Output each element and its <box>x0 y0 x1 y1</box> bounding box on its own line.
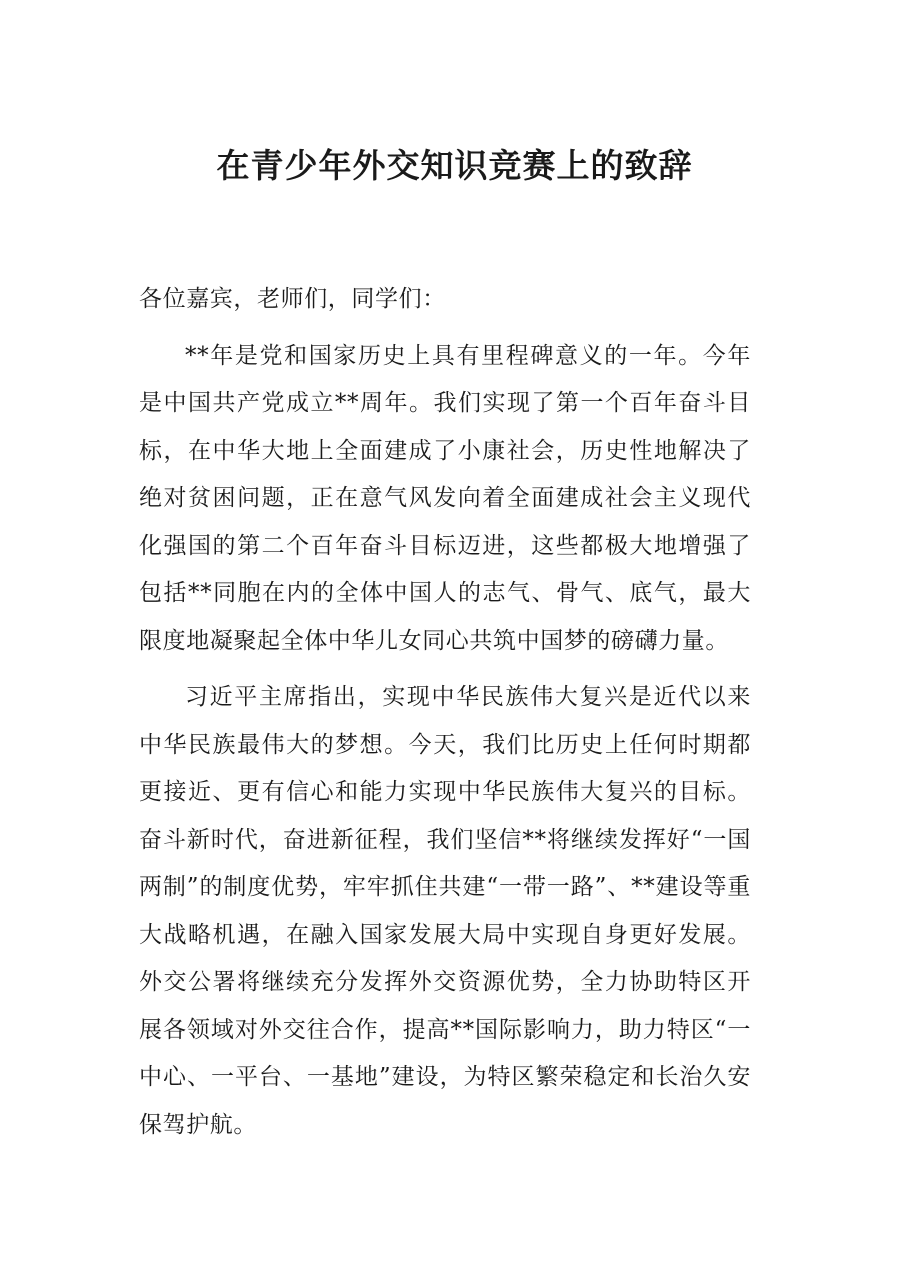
document-title: 在青少年外交知识竞赛上的致辞 <box>216 146 693 185</box>
greeting: 各位嘉宾，老师们，同学们： <box>139 286 446 312</box>
document-body <box>139 276 751 1158</box>
paragraph-1: **年是党和国家历史上具有里程碑意义的一年。今年是中国共产党成立**周年。我们实现了第一个百年奋斗目标，在中华大地上全面建成了小康社会，历史性地解决了绝对贫困问题，正在意气风发向着全面建成社会主义现代化强国的第二个百年奋斗目标迈进，这些都极大地增强了包括**同胞在内的全体中国人的志气、骨气、底气，最大限度地凝聚起全体中华儿女同心共筑中国梦的磅礴力量。 <box>139 342 751 654</box>
paragraph-2: 习近平主席指出，实现中华民族伟大复兴是近代以来中华民族最伟大的梦想。今天，我们比历史上任何时期都更接近、更有信心和能力实现中华民族伟大复兴的目标。奋斗新时代，奋进新征程，我们坚信**将继续发挥好“一国两制”的制度优势，牢牢抓住共建“一带一路”、**建设等重大战略机遇，在融入国家发展大局中实现自身更好发展。外交公署将继续充分发挥外交资源优势，全力协助特区开展各领域对外交往合作，提高**国际影响力，助力特区“一中心、一平台、一基地”建设，为特区繁荣稳定和长治久安保驾护航。 <box>139 684 751 1138</box>
